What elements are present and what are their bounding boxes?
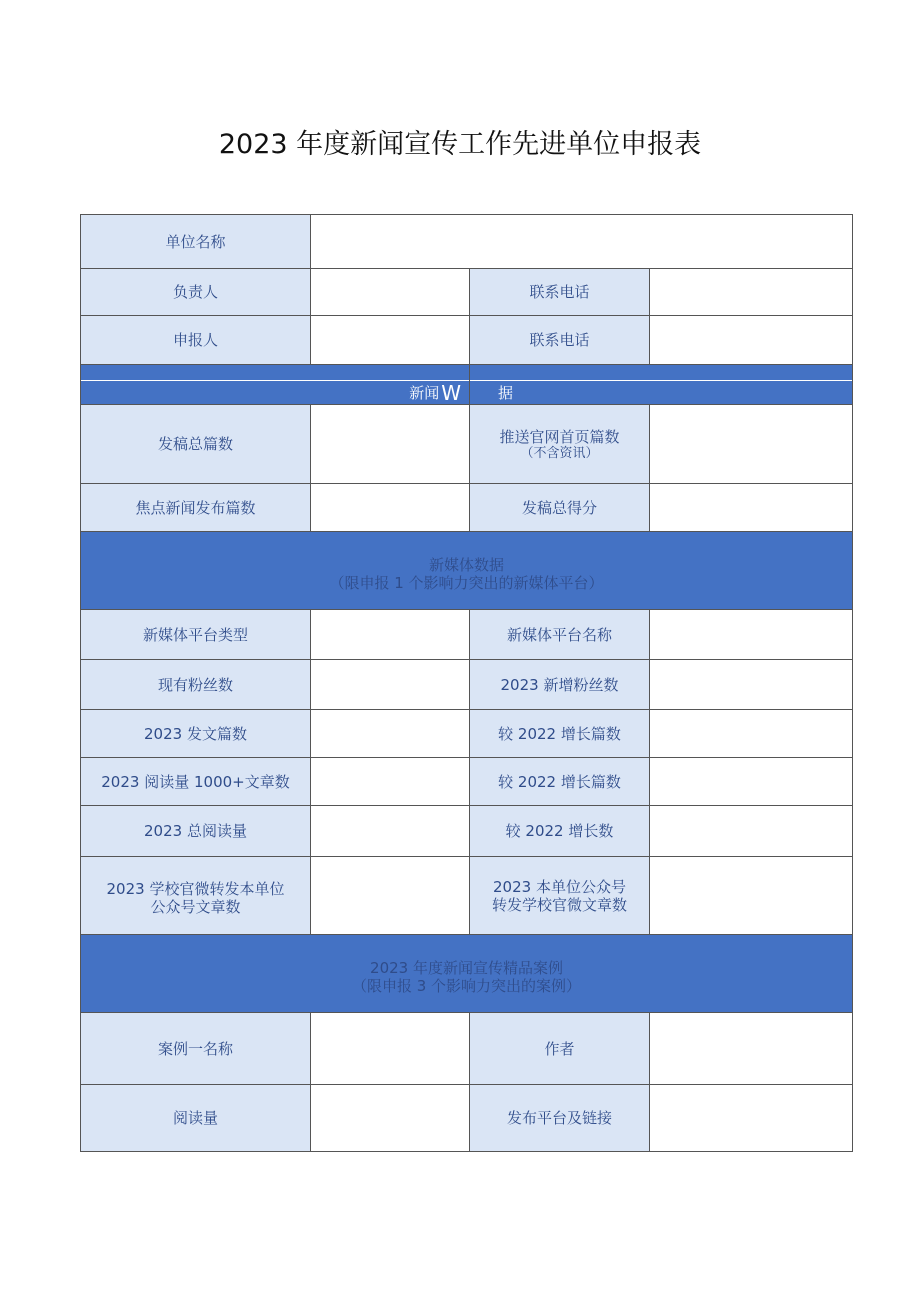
leader-phone-label: 联系电话 xyxy=(470,269,650,316)
row-reposts xyxy=(81,857,853,935)
posts-2023-label: 2023 发文篇数 xyxy=(81,710,311,758)
growth-field[interactable] xyxy=(650,806,853,857)
author-label: 作者 xyxy=(470,1013,650,1085)
new-fans-field[interactable] xyxy=(650,660,853,710)
platform-link-label: 发布平台及链接 xyxy=(470,1085,650,1152)
unit-repost-label xyxy=(470,857,650,935)
posts-2023-field[interactable] xyxy=(311,710,470,758)
section-news-right xyxy=(470,365,853,405)
growth-label: 较 2022 增长数 xyxy=(470,806,650,857)
total-reads-label: 2023 总阅读量 xyxy=(81,806,311,857)
case-reads-label: 阅读量 xyxy=(81,1085,311,1152)
unit-repost-line2: 转发学校官微文章数 xyxy=(491,895,627,914)
reads-1000-label: 2023 阅读量 1000+文章数 xyxy=(81,758,311,806)
row-leader xyxy=(81,269,853,316)
case-name-field[interactable] xyxy=(311,1013,470,1085)
section-cases-title xyxy=(81,935,853,1013)
case-name-label: 案例一名称 xyxy=(81,1013,311,1085)
homepage-posts-line2: （不含资讯） xyxy=(520,446,599,462)
applicant-field[interactable] xyxy=(311,316,470,365)
growth-posts1-label: 较 2022 增长篇数 xyxy=(470,710,650,758)
section-news-left-text: 新闻 xyxy=(409,383,440,402)
school-repost-line2: 公众号文章数 xyxy=(150,897,241,916)
section-news-left xyxy=(81,365,470,405)
row-unit-name xyxy=(81,215,853,269)
section-news-left-tail: W xyxy=(441,380,461,405)
row-case-name xyxy=(81,1013,853,1085)
application-form-table xyxy=(80,214,853,1152)
leader-field[interactable] xyxy=(311,269,470,316)
section-media-line1: 新媒体数据 xyxy=(429,555,505,574)
author-field[interactable] xyxy=(650,1013,853,1085)
fans-field[interactable] xyxy=(311,660,470,710)
unit-name-field[interactable] xyxy=(311,215,853,269)
section-cases-line2: （限申报 3 个影响力突出的案例） xyxy=(351,976,582,995)
growth-posts2-field[interactable] xyxy=(650,758,853,806)
section-news-header xyxy=(81,365,853,405)
row-focus-posts xyxy=(81,484,853,532)
row-reads-1000 xyxy=(81,758,853,806)
platform-type-label: 新媒体平台类型 xyxy=(81,610,311,660)
section-cases-line1: 2023 年度新闻宣传精品案例 xyxy=(370,958,563,977)
row-case-reads xyxy=(81,1085,853,1152)
row-total-posts xyxy=(81,405,853,484)
leader-phone-field[interactable] xyxy=(650,269,853,316)
total-reads-field[interactable] xyxy=(311,806,470,857)
focus-posts-field[interactable] xyxy=(311,484,470,532)
school-repost-field[interactable] xyxy=(311,857,470,935)
case-reads-field[interactable] xyxy=(311,1085,470,1152)
applicant-phone-field[interactable] xyxy=(650,316,853,365)
growth-posts2-label: 较 2022 增长篇数 xyxy=(470,758,650,806)
platform-name-field[interactable] xyxy=(650,610,853,660)
row-posts-2023 xyxy=(81,710,853,758)
leader-label: 负责人 xyxy=(81,269,311,316)
total-score-field[interactable] xyxy=(650,484,853,532)
applicant-label: 申报人 xyxy=(81,316,311,365)
total-posts-label: 发稿总篇数 xyxy=(81,405,311,484)
section-media-line2: （限申报 1 个影响力突出的新媒体平台） xyxy=(329,573,604,592)
section-media-header xyxy=(81,532,853,610)
section-media-title xyxy=(81,532,853,610)
applicant-phone-label: 联系电话 xyxy=(470,316,650,365)
platform-type-field[interactable] xyxy=(311,610,470,660)
row-total-reads xyxy=(81,806,853,857)
school-repost-line1: 2023 学校官微转发本单位 xyxy=(106,879,285,898)
homepage-posts-field[interactable] xyxy=(650,405,853,484)
unit-repost-field[interactable] xyxy=(650,857,853,935)
homepage-posts-label xyxy=(470,405,650,484)
unit-repost-line1: 2023 本单位公众号 xyxy=(493,877,626,896)
unit-name-label: 单位名称 xyxy=(81,215,311,269)
new-fans-label: 2023 新增粉丝数 xyxy=(470,660,650,710)
focus-posts-label: 焦点新闻发布篇数 xyxy=(81,484,311,532)
row-fans xyxy=(81,660,853,710)
section-news-right-text: 据 xyxy=(498,383,514,402)
total-posts-field[interactable] xyxy=(311,405,470,484)
platform-name-label: 新媒体平台名称 xyxy=(470,610,650,660)
row-platform xyxy=(81,610,853,660)
platform-link-field[interactable] xyxy=(650,1085,853,1152)
total-score-label: 发稿总得分 xyxy=(470,484,650,532)
school-repost-label xyxy=(81,857,311,935)
page-title: 2023 年度新闻宣传工作先进单位申报表 xyxy=(218,129,702,160)
section-cases-header xyxy=(81,935,853,1013)
fans-label: 现有粉丝数 xyxy=(81,660,311,710)
reads-1000-field[interactable] xyxy=(311,758,470,806)
homepage-posts-line1: 推送官网首页篇数 xyxy=(499,428,620,447)
growth-posts1-field[interactable] xyxy=(650,710,853,758)
row-applicant xyxy=(81,316,853,365)
